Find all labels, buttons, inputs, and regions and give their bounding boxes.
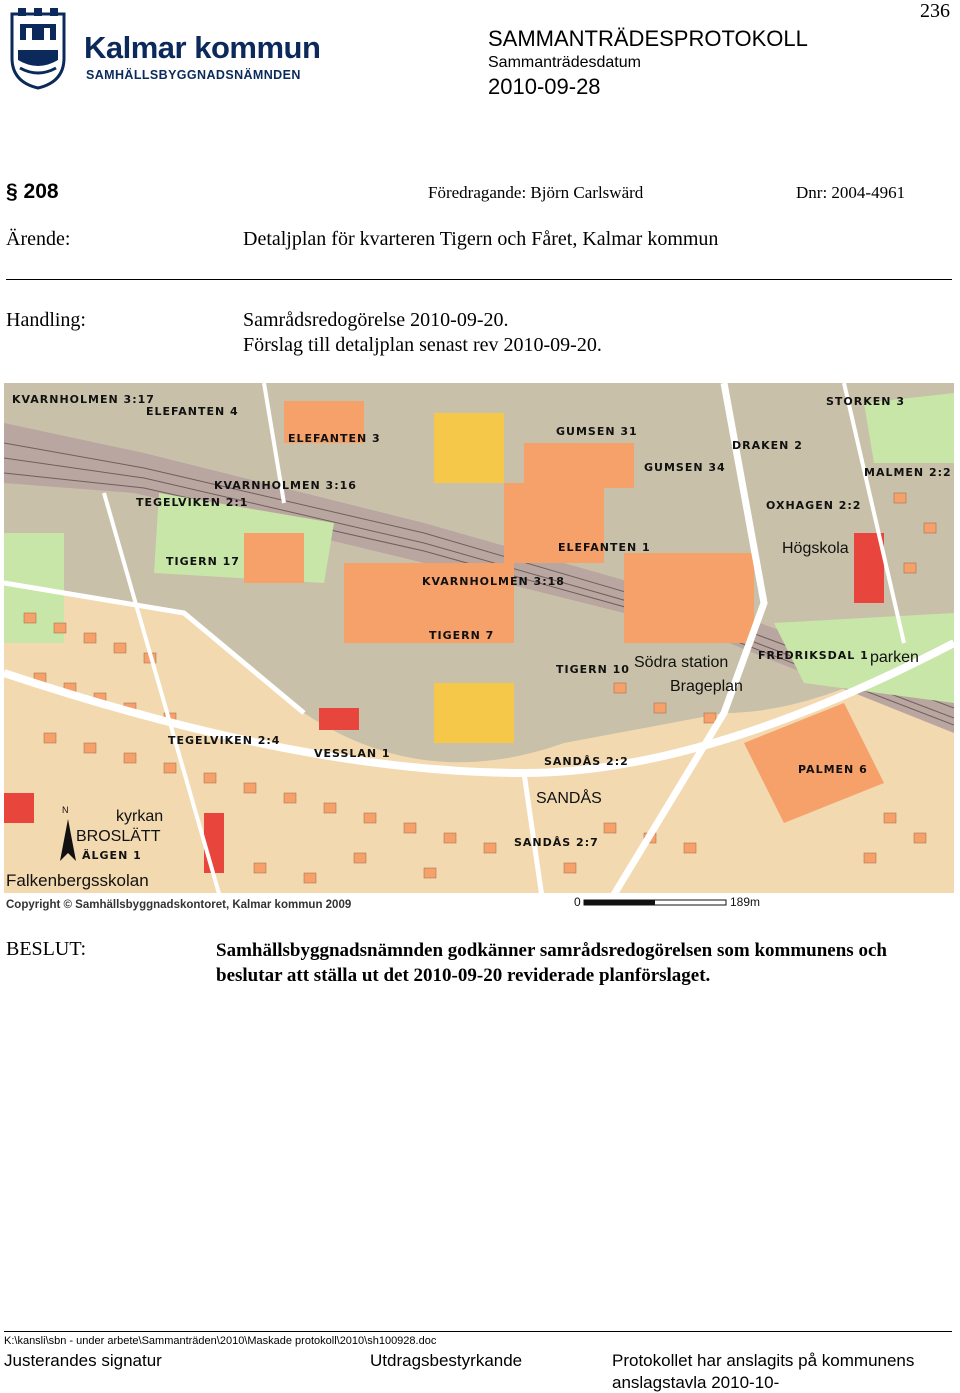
map-place-name: SANDÅS [536,790,602,807]
handling-label: Handling: [6,309,86,331]
meeting-date: 2010-09-28 [488,74,601,99]
map-label: TEGELVIKEN 2:1 [136,496,249,509]
arende-label: Ärende: [6,228,71,250]
footer-divider [4,1331,952,1332]
section-number: § 208 [6,180,59,203]
diary-number: Dnr: 2004-4961 [796,183,906,202]
map-place-name: Falkenbergsskolan [6,871,149,890]
map-place-name: Södra station [634,654,729,671]
meeting-date-label: Sammanträdesdatum [488,54,641,71]
signature-label: Justerandes signatur [4,1351,162,1370]
map-label: SANDÅS 2:2 [544,755,629,768]
map-label: MALMEN 2:2 [864,466,952,479]
map-label: SANDÅS 2:7 [514,836,599,849]
map-label: ELEFANTEN 3 [288,432,381,445]
org-name: Kalmar kommun [84,30,321,65]
posted-notice-line-2: anslagstavla 2010-10- [612,1373,780,1392]
page-number: 236 [920,0,950,22]
map-place-name: Högskola [782,540,849,557]
map-label: DRAKEN 2 [732,439,803,452]
map-place-name: kyrkan [116,808,164,825]
map-label: KVARNHOLMEN 3:17 [12,393,155,406]
map-label: FREDRIKSDAL 1 [758,649,869,662]
map-place-name: Brageplan [670,678,743,695]
scale-zero: 0 [574,895,581,909]
handling-line-1: Samrådsredogörelse 2010-09-20. [243,309,509,331]
map-label: STORKEN 3 [826,395,905,408]
map-label: TIGERN 10 [556,663,630,676]
map-label: ELEFANTEN 1 [558,541,651,554]
map-label: TIGERN 17 [166,555,240,568]
map-label: GUMSEN 31 [556,425,638,438]
map-label: VESSLAN 1 [314,747,391,760]
map-label: KVARNHOLMEN 3:16 [214,479,357,492]
map-place-name: BROSLÄTT [76,828,161,845]
map-label: PALMEN 6 [798,763,868,776]
map-label: KVARNHOLMEN 3:18 [422,575,565,588]
file-path: K:\kansli\sbn - under arbete\Sammanträden\2010\Maskade protokoll\2010\sh100928.doc [4,1335,437,1347]
map-label: TIGERN 7 [429,629,495,642]
map-label: OXHAGEN 2:2 [766,499,862,512]
scale-length: 189m [730,895,761,909]
map-label: GUMSEN 34 [644,461,726,474]
posted-notice-line-1: Protokollet har anslagits på kommunens [612,1351,915,1370]
map-copyright: Copyright © Samhällsbyggnadskontoret, Kalmar kommun 2009 [6,899,352,911]
handling-line-2: Förslag till detaljplan senast rev 2010-09-20. [243,334,602,356]
beslut-text: Samhällsbyggnadsnämnden godkänner samrådsredogörelsen som kommunens och beslutar att ställa ut det 2010-09-20 reviderade planförslaget. [216,940,887,986]
document-title: SAMMANTRÄDESPROTOKOLL [488,26,808,51]
map-place-name: parken [870,649,919,666]
extract-label: Utdragsbestyrkande [370,1351,523,1370]
presenter: Föredragande: Björn Carlswärd [428,183,644,202]
arende-value: Detaljplan för kvarteren Tigern och Fåret, Kalmar kommun [243,228,719,250]
map-label: ÄLGEN 1 [82,849,142,862]
kalmar-coat-of-arms-icon [8,6,68,90]
map-label: TEGELVIKEN 2:4 [168,734,281,747]
north-mark: N [62,805,69,815]
map-label: ELEFANTEN 4 [146,405,239,418]
scale-bar [584,900,726,905]
detail-plan-map [4,383,954,911]
divider [6,279,952,280]
org-subtitle: SAMHÄLLSBYGGNADSNÄMNDEN [86,68,301,82]
beslut-label: BESLUT: [6,938,87,960]
